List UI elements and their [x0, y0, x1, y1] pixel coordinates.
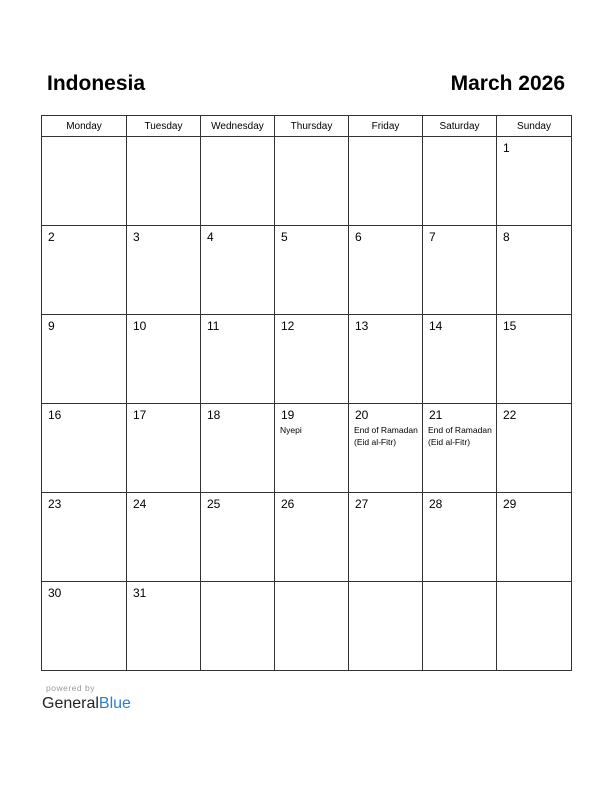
- day-number: 5: [281, 230, 288, 244]
- day-cell: [497, 315, 572, 404]
- weekday-tuesday: Tuesday: [127, 116, 201, 137]
- generalblue-logo[interactable]: [42, 694, 131, 714]
- day-number: 28: [429, 497, 443, 511]
- week-row: [42, 582, 572, 671]
- day-cell: [127, 493, 201, 582]
- day-number: 13: [355, 319, 369, 333]
- day-cell: [349, 582, 423, 671]
- powered-by-text: powered by: [46, 683, 95, 693]
- day-cell: [275, 226, 349, 315]
- calendar-grid: [41, 115, 572, 671]
- day-number: 14: [429, 319, 443, 333]
- day-cell: [275, 404, 349, 493]
- day-cell: [42, 493, 127, 582]
- day-cell: [275, 493, 349, 582]
- day-number: 25: [207, 497, 221, 511]
- day-cell: [127, 226, 201, 315]
- day-number: 29: [503, 497, 517, 511]
- day-number: 18: [207, 408, 221, 422]
- day-cell: [275, 137, 349, 226]
- day-cell: [42, 582, 127, 671]
- day-cell: [42, 315, 127, 404]
- day-cell: [423, 404, 497, 493]
- day-cell: [127, 404, 201, 493]
- day-cell: [201, 404, 275, 493]
- day-cell: [42, 137, 127, 226]
- day-number: 3: [133, 230, 140, 244]
- day-cell: [349, 137, 423, 226]
- day-cell: [349, 226, 423, 315]
- day-cell: [42, 226, 127, 315]
- day-cell: [42, 404, 127, 493]
- day-cell: [423, 582, 497, 671]
- day-number: 2: [48, 230, 55, 244]
- month-year-title: March 2026: [450, 72, 565, 95]
- weekday-friday: Friday: [349, 116, 423, 137]
- day-number: 22: [503, 408, 517, 422]
- day-number: 1: [503, 141, 510, 155]
- week-row: [42, 493, 572, 582]
- day-number: 26: [281, 497, 295, 511]
- day-cell: [201, 582, 275, 671]
- day-cell: [275, 582, 349, 671]
- weekday-wednesday: Wednesday: [201, 116, 275, 137]
- day-cell: [423, 315, 497, 404]
- brand-blue-text: Blue: [98, 695, 131, 712]
- week-row: [42, 404, 572, 493]
- day-cell: [349, 315, 423, 404]
- day-number: 9: [48, 319, 55, 333]
- day-number: 17: [133, 408, 147, 422]
- day-number: 31: [133, 586, 147, 600]
- day-number: 20: [355, 408, 369, 422]
- country-title: Indonesia: [47, 72, 146, 95]
- day-cell: [497, 137, 572, 226]
- day-cell: [275, 315, 349, 404]
- day-cell: [423, 226, 497, 315]
- day-cell: [201, 315, 275, 404]
- day-cell: [201, 226, 275, 315]
- holiday-label: Nyepi: [280, 425, 302, 435]
- day-number: 19: [281, 408, 295, 422]
- weekday-header-row: [42, 116, 572, 137]
- weekday-thursday: Thursday: [275, 116, 349, 137]
- day-cell: [201, 493, 275, 582]
- day-cell: [497, 226, 572, 315]
- day-number: 30: [48, 586, 62, 600]
- day-number: 15: [503, 319, 517, 333]
- weekday-monday: Monday: [42, 116, 127, 137]
- day-number: 6: [355, 230, 362, 244]
- weekday-sunday: Sunday: [497, 116, 572, 137]
- day-number: 23: [48, 497, 62, 511]
- day-number: 12: [281, 319, 295, 333]
- day-cell: [127, 315, 201, 404]
- day-cell: [423, 493, 497, 582]
- day-cell: [497, 493, 572, 582]
- holiday-label: End of Ramadan (Eid al-Fitr): [354, 425, 418, 447]
- day-cell: [423, 137, 497, 226]
- day-cell: [349, 404, 423, 493]
- day-number: 27: [355, 497, 369, 511]
- day-cell: [497, 582, 572, 671]
- week-row: [42, 315, 572, 404]
- day-number: 11: [207, 319, 220, 333]
- day-cell: [201, 137, 275, 226]
- day-number: 7: [429, 230, 436, 244]
- day-cell: [349, 493, 423, 582]
- week-row: [42, 226, 572, 315]
- day-cell: [127, 137, 201, 226]
- week-row: [42, 137, 572, 226]
- day-number: 4: [207, 230, 214, 244]
- day-number: 10: [133, 319, 147, 333]
- holiday-label: End of Ramadan (Eid al-Fitr): [428, 425, 492, 447]
- brand-general-text: General: [42, 695, 99, 712]
- day-number: 21: [429, 408, 443, 422]
- day-number: 24: [133, 497, 147, 511]
- weekday-saturday: Saturday: [423, 116, 497, 137]
- day-cell: [127, 582, 201, 671]
- day-number: 16: [48, 408, 62, 422]
- day-number: 8: [503, 230, 510, 244]
- day-cell: [497, 404, 572, 493]
